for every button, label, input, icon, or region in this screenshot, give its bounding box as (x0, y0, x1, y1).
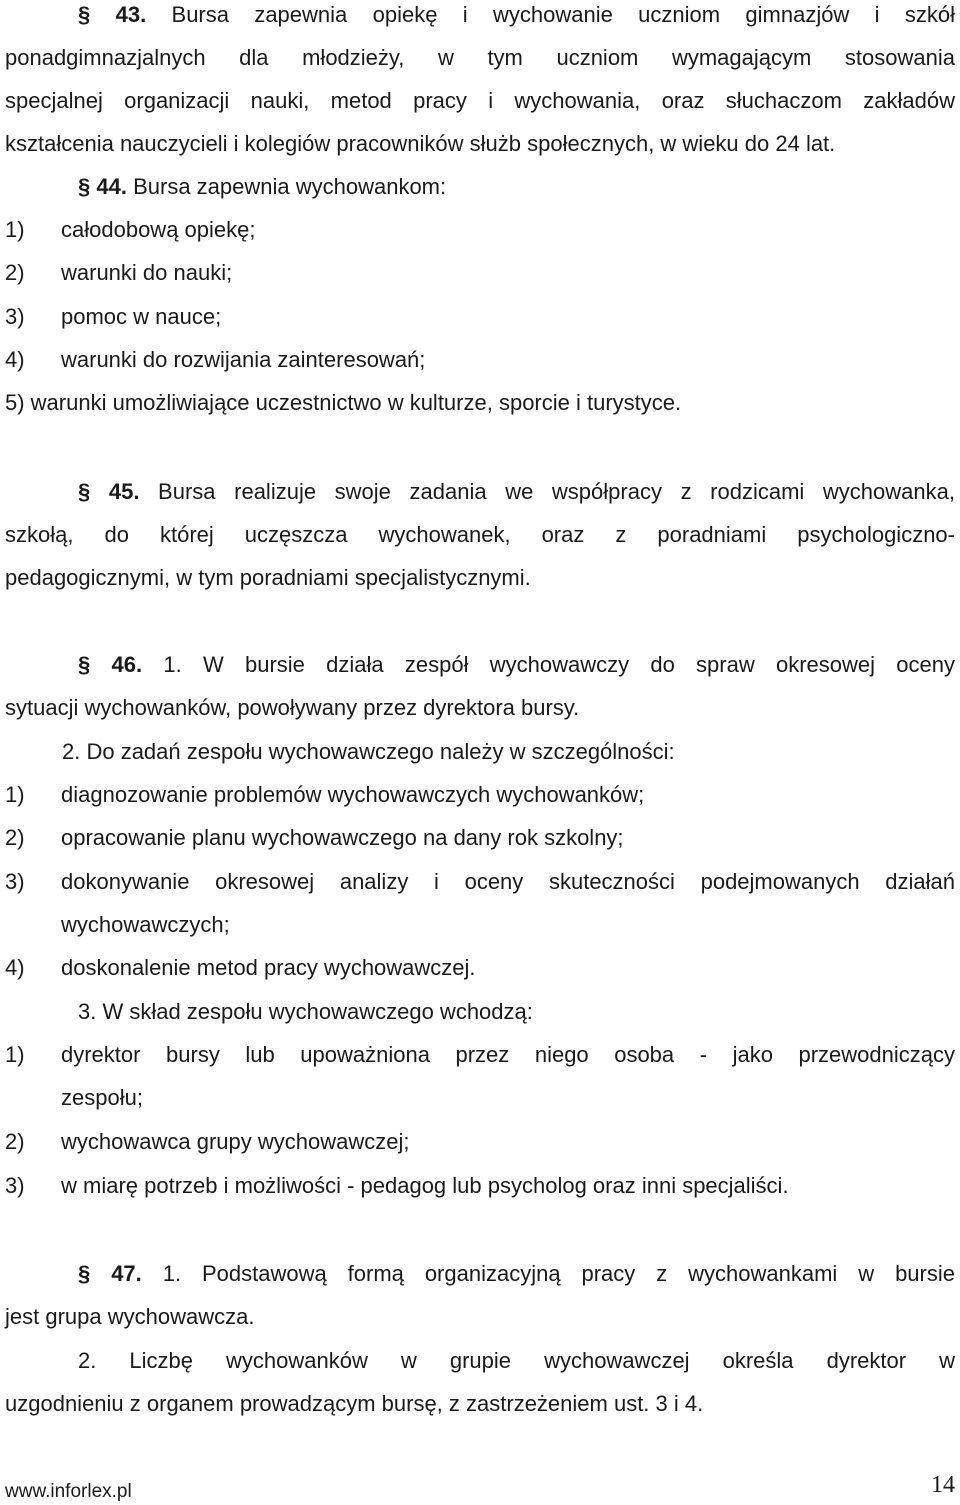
item-number: 4) (5, 955, 25, 980)
paragraph-text: 1. W bursie działa zespół wychowawczy do spraw okresowej oceny (142, 652, 955, 677)
section-sign: § (78, 479, 91, 504)
p46-ust3-intro: 3. W skład zespołu wychowawczego wchodzą: (78, 999, 533, 1024)
list-item (5, 215, 955, 245)
list-item (5, 345, 955, 375)
list-item (5, 1040, 955, 1070)
p47-line-3: 2. Liczbę wychowanków w grupie wychowawczej określa dyrektor w (78, 1348, 955, 1373)
item-text: pomoc w nauce; (61, 304, 222, 329)
p46-line-2: sytuacji wychowanków, powoływany przez dyrektora bursy. (5, 695, 580, 720)
item-number: 2) (5, 260, 25, 285)
p46-ust2-intro: 2. Do zadań zespołu wychowawczego należy w szczególności: (62, 739, 675, 764)
section-number: 44. (96, 174, 127, 199)
list-item-continuation (5, 910, 955, 940)
item-text: dokonywanie okresowej analizy i oceny skuteczności podejmowanych działań (61, 869, 955, 894)
section-sign: § (78, 174, 91, 199)
footer-site-link[interactable]: www.inforlex.pl (5, 1481, 132, 1502)
list-item (5, 258, 955, 288)
p47-line-2: jest grupa wychowawcza. (5, 1304, 255, 1329)
item-text: wychowawczych; (61, 912, 230, 937)
p45-line-3: pedagogicznymi, w tym poradniami specjalistycznymi. (5, 565, 531, 590)
item-number: 2) (5, 825, 25, 850)
p47-line-4: uzgodnieniu z organem prowadzącym bursę, z zastrzeżeniem ust. 3 i 4. (5, 1391, 704, 1416)
list-item (5, 1127, 955, 1157)
p43-line-2: ponadgimnazjalnych dla młodzieży, w tym uczniom wymagającym stosowania (5, 45, 955, 70)
section-number: 45. (108, 479, 140, 504)
item-number: 3) (5, 869, 25, 894)
section-number: 47. (111, 1261, 142, 1286)
item-number: 2) (5, 1129, 25, 1154)
item-number: 3) (5, 1173, 25, 1198)
p46-line-1 (78, 650, 955, 680)
list-item (5, 823, 955, 853)
item-number: 4) (5, 347, 25, 372)
item-text: opracowanie planu wychowawczego na dany rok szkolny; (61, 825, 624, 850)
item-text: diagnozowanie problemów wychowawczych wychowanków; (61, 782, 645, 807)
section-sign: § (78, 2, 91, 27)
item-number: 1) (5, 217, 25, 242)
list-item (5, 1171, 955, 1201)
paragraph-text: 1. Podstawową formą organizacyjną pracy z wychowankami w bursie (141, 1261, 955, 1286)
item-text: zespołu; (61, 1085, 143, 1110)
section-sign: § (78, 652, 91, 677)
p45-line-2: szkołą, do której uczęszcza wychowanek, oraz z poradniami psychologiczno- (5, 522, 955, 547)
paragraph-text: Bursa zapewnia wychowankom: (126, 174, 447, 199)
list-item (5, 780, 955, 810)
p43-line-3: specjalnej organizacji nauki, metod pracy i wychowania, oraz słuchaczom zakładów (5, 88, 955, 113)
list-item (5, 953, 955, 983)
list-item-continuation (5, 1083, 955, 1113)
item-number: 1) (5, 782, 25, 807)
item-text: warunki do rozwijania zainteresowań; (61, 347, 426, 372)
item-text: doskonalenie metod pracy wychowawczej. (61, 955, 476, 980)
paragraph-text: Bursa realizuje swoje zadania we współpracy z rodzicami wychowanka, (139, 479, 955, 504)
item-text: dyrektor bursy lub upoważniona przez niego osoba - jako przewodniczący (61, 1042, 955, 1067)
list-item: 5) warunki umożliwiające uczestnictwo w kulturze, sporcie i turystyce. (5, 390, 682, 415)
item-number: 3) (5, 304, 25, 329)
item-text: wychowawca grupy wychowawczej; (61, 1129, 410, 1154)
p47-line-1 (78, 1259, 955, 1289)
item-text: całodobową opiekę; (61, 217, 256, 242)
p44-intro (78, 172, 955, 202)
item-text: warunki do nauki; (61, 260, 233, 285)
section-sign: § (78, 1261, 91, 1286)
list-item (5, 302, 955, 332)
p43-line-4: kształcenia nauczycieli i kolegiów pracowników służb społecznych, w wieku do 24 lat. (5, 131, 836, 156)
p45-line-1 (78, 477, 955, 507)
page-number: 14 (931, 1472, 955, 1498)
paragraph-text: Bursa zapewnia opiekę i wychowanie uczniom gimnazjów i szkół (146, 2, 955, 27)
item-text: w miarę potrzeb i możliwości - pedagog lub psycholog oraz inni specjaliści. (61, 1173, 789, 1198)
p43-line-1 (78, 0, 955, 30)
section-number: 43. (115, 2, 147, 27)
list-item (5, 867, 955, 897)
section-number: 46. (111, 652, 143, 677)
item-number: 1) (5, 1042, 25, 1067)
